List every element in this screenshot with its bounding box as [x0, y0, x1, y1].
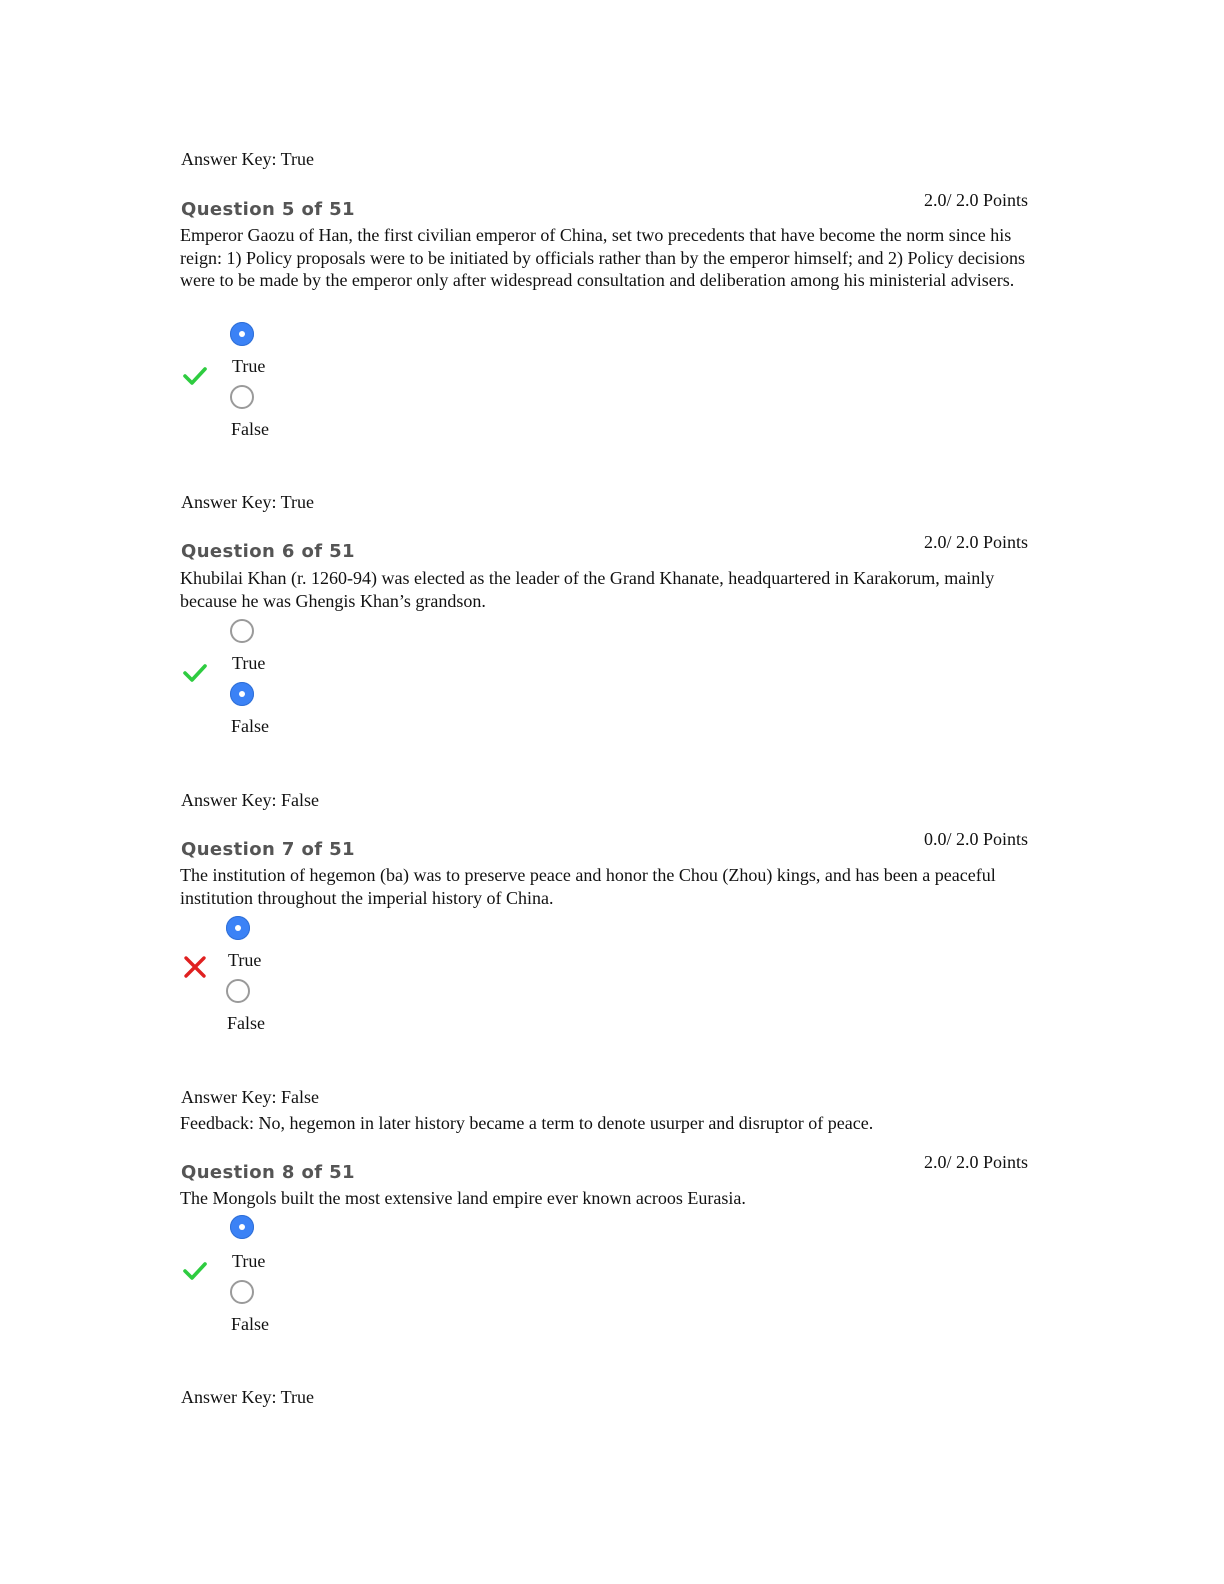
question-7-text: The institution of hegemon (ba) was to preserve peace and honor the Chou (Zhou) kings, and has been a peaceful institution throughout the imperial history of China. [180, 865, 996, 908]
question-6-label-false: False [231, 716, 269, 736]
question-6-text: Khubilai Khan (r. 1260-94) was elected as the leader of the Grand Khanate, headquartered in Karakorum, mainly because he was Ghengis Khan’s grandson. [180, 568, 995, 611]
question-5-text: Emperor Gaozu of Han, the first civilian emperor of China, set two precedents that have become the norm since his reign: 1) Policy proposals were to be initiated by officials rather than by the emperor himself; and 2) Policy decisions were to be made by the emperor only after widespread consultation and deliberation among his ministerial advisers. [180, 225, 1025, 290]
x-mark-icon [182, 954, 208, 980]
question-5-title: Question 5 of 51 [181, 199, 355, 220]
question-6-label-true: True [232, 653, 266, 673]
question-5-answer-key: Answer Key: True [181, 492, 314, 512]
question-6-radio-true[interactable] [230, 619, 254, 643]
question-8-text: The Mongols built the most extensive land empire ever known acroos Eurasia. [180, 1188, 746, 1208]
question-7-feedback: Feedback: No, hegemon in later history became a term to denote usurper and disruptor of peace. [180, 1113, 874, 1133]
question-7-label-false: False [227, 1013, 265, 1033]
question-6-points: 2.0/ 2.0 Points [923, 532, 1028, 552]
question-8-radio-false[interactable] [230, 1280, 254, 1304]
question-6-title: Question 6 of 51 [181, 541, 355, 562]
question-7-label-true: True [228, 950, 262, 970]
question-5-label-true: True [232, 356, 266, 376]
answer-key-previous: Answer Key: True [181, 149, 314, 169]
question-7-radio-false[interactable] [226, 979, 250, 1003]
question-6-radio-false[interactable] [230, 682, 254, 706]
question-7-title: Question 7 of 51 [181, 839, 355, 860]
question-8-label-false: False [231, 1314, 269, 1334]
question-5-label-false: False [231, 419, 269, 439]
question-5-radio-false[interactable] [230, 385, 254, 409]
question-8-title: Question 8 of 51 [181, 1162, 355, 1183]
question-6-answer-key: Answer Key: False [181, 790, 319, 810]
question-8-answer-key: Answer Key: True [181, 1387, 314, 1407]
question-8-radio-true[interactable] [230, 1215, 254, 1239]
question-5-radio-true[interactable] [230, 322, 254, 346]
checkmark-icon [182, 363, 208, 389]
question-7-points: 0.0/ 2.0 Points [923, 829, 1028, 849]
question-7-radio-true[interactable] [226, 916, 250, 940]
checkmark-icon [182, 1258, 208, 1284]
question-7-answer-key: Answer Key: False [181, 1087, 319, 1107]
question-8-points: 2.0/ 2.0 Points [923, 1152, 1028, 1172]
checkmark-icon [182, 660, 208, 686]
question-5-points: 2.0/ 2.0 Points [923, 190, 1028, 210]
question-8-label-true: True [232, 1251, 266, 1271]
